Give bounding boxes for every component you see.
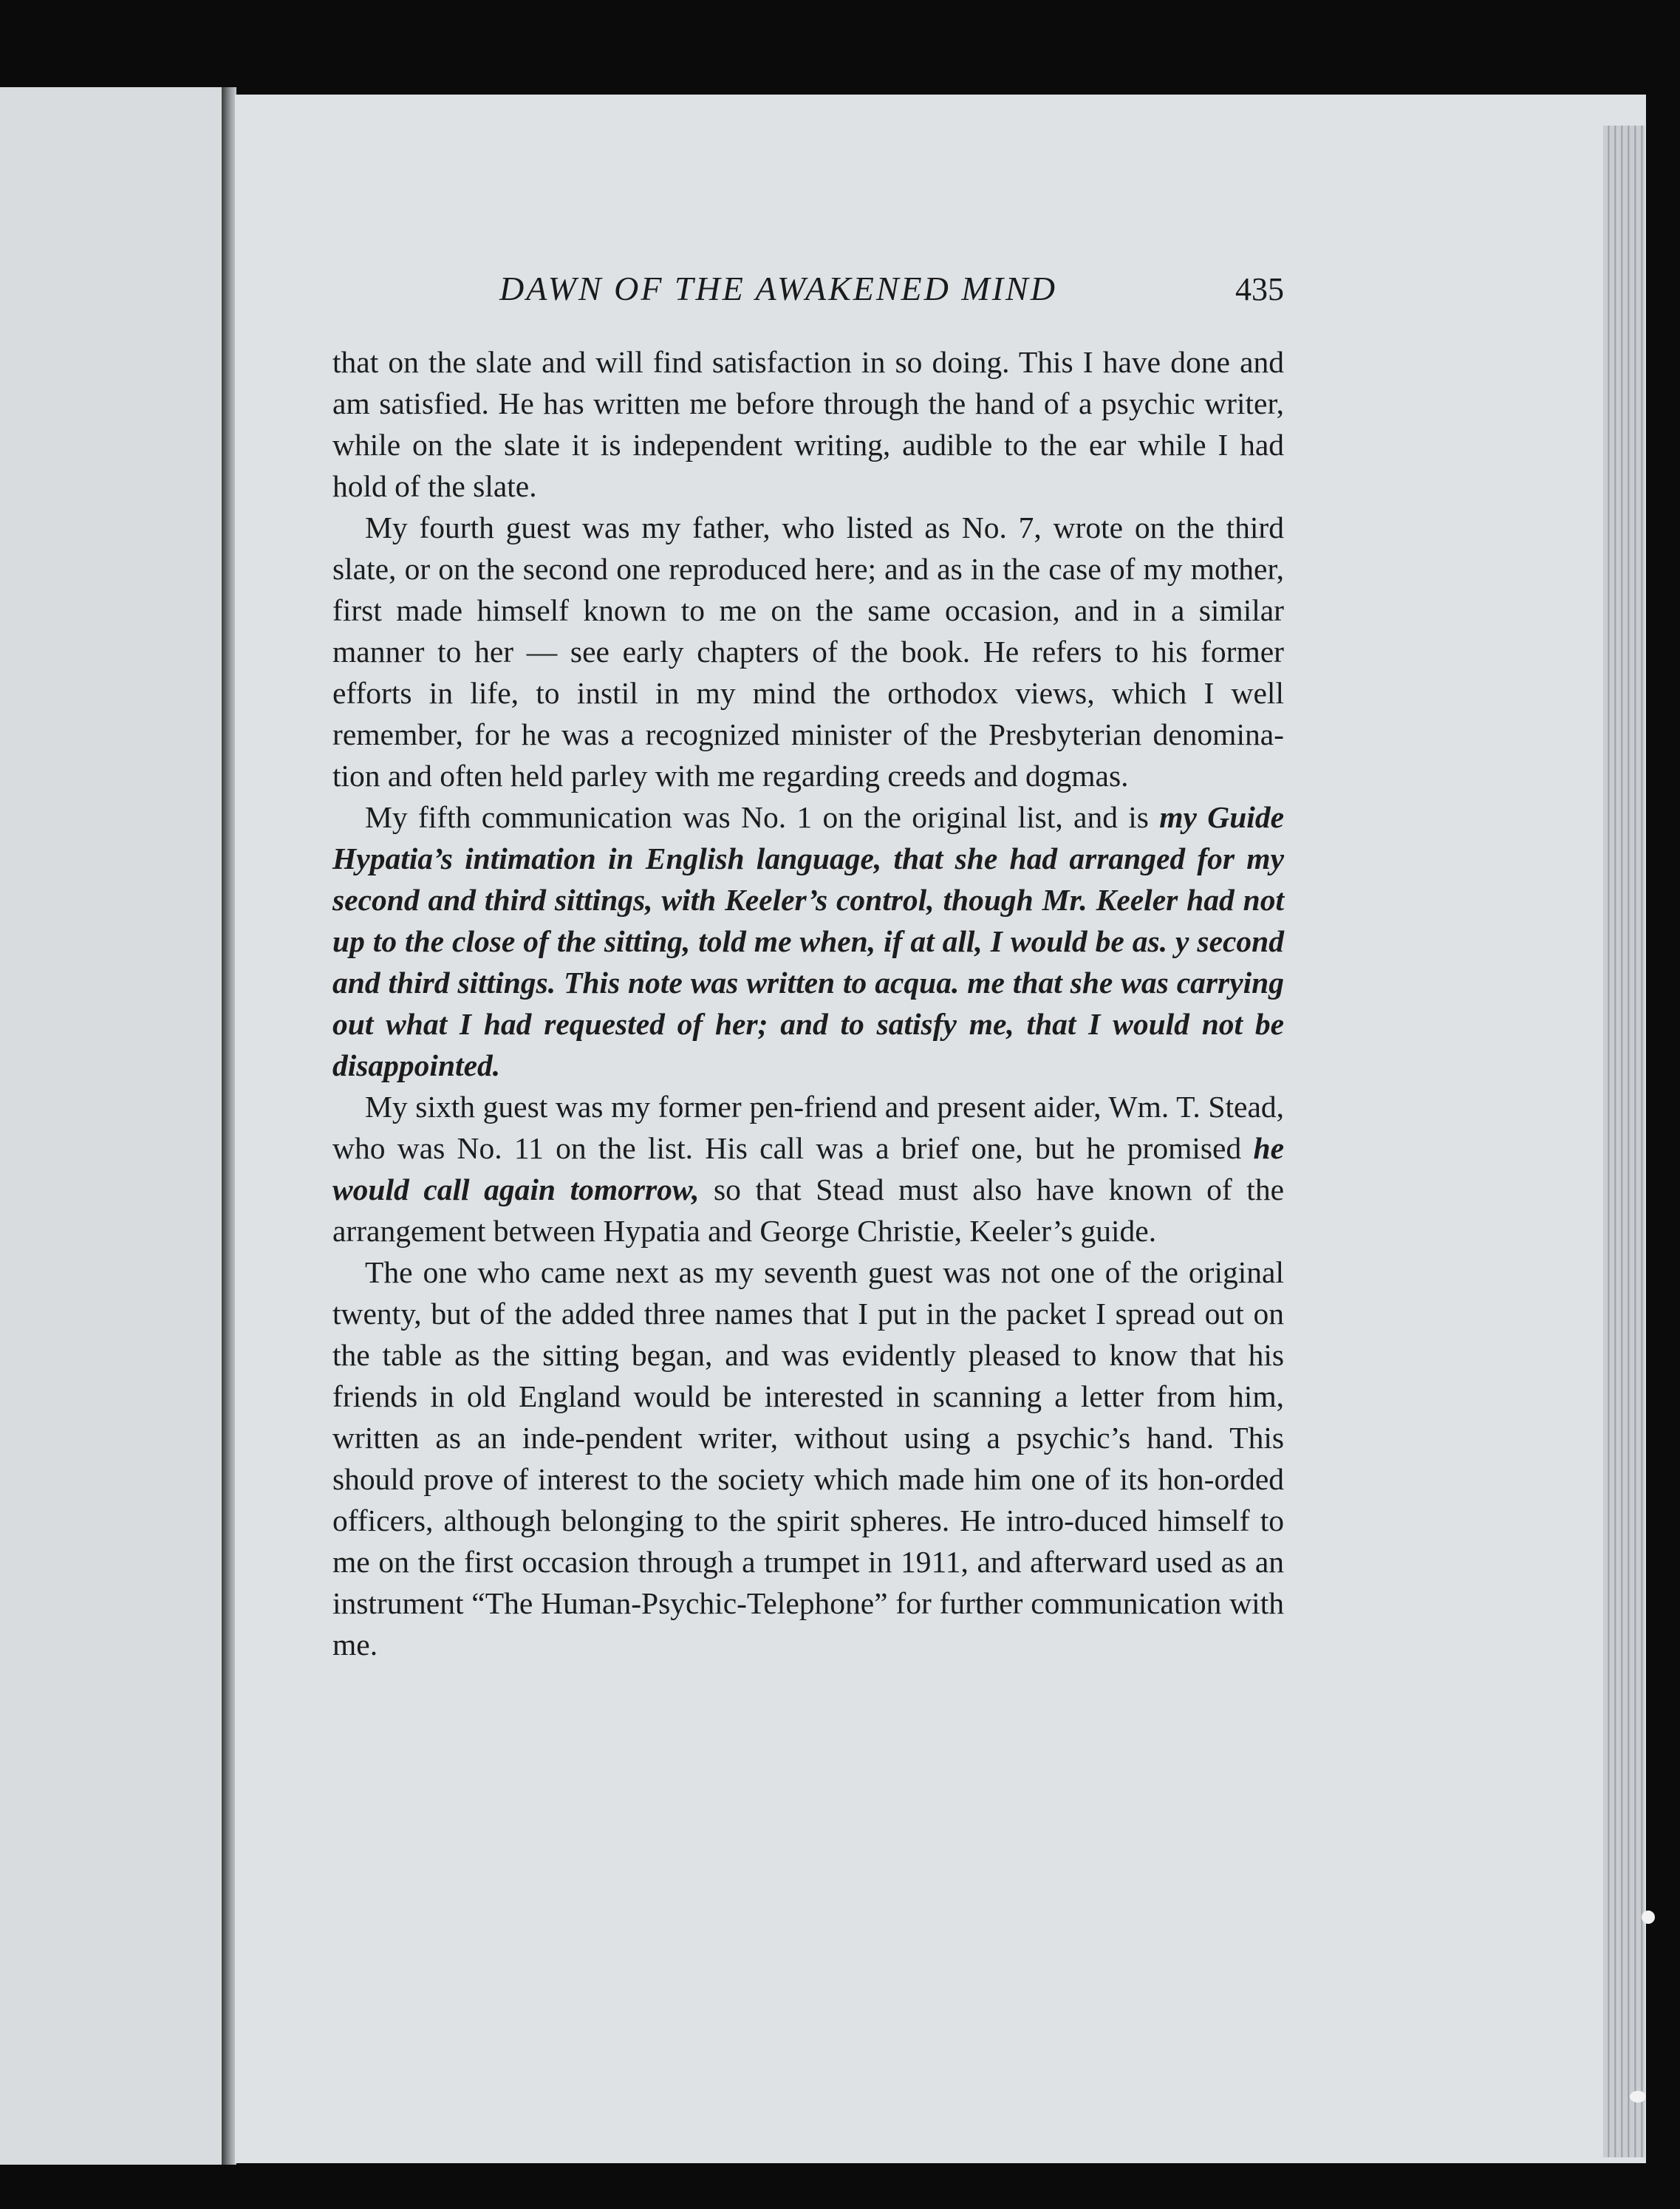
running-head: DAWN OF THE AWAKENED MIND [499,270,1057,307]
text-segment: My fourth guest was my father, who listed as No. 7, wrote on the third slate, or on the second one reproduced here; and as in the case of my mother, first made himself known to me on the same occasion, and in a similar manner to her — see early chapters of the book. He refers to his former efforts in life, to instil in my mind the orthodox views, which I well remember, for he was a recognized minister of the Presbyterian denomina-tion and often held parley with me regarding creeds and dogmas. [332,511,1284,793]
page-number: 435 [1235,271,1284,307]
paragraph [332,507,1284,796]
text-segment: My fifth communication was No. 1 on the original list, and is [365,800,1160,834]
italic-text-segment: my Guide Hypatia’s intimation in English language, that she had arranged for my second and third sittings, with Keeler’s control, though Mr. Keeler had not up to the close of the sitting, told me when, if at all, I would be as. y second and third sittings. This note was written to acqua. me that she was carrying out what I had requested of her; and to satisfy me, that I would not be disappointed. [332,800,1285,1082]
paragraph [332,1252,1284,1665]
body-text [332,341,1284,1665]
italic-text-segment: he would call again tomorrow, [332,1131,1284,1206]
paragraph [332,796,1284,1086]
text-segment: The one who came next as my seventh guest was not one of the original twenty, but of the added three names that I put in the packet I spread out on the table as the sitting began, and was evidently pleased to know that his friends in old England would be interested in scanning a letter from him, written as an inde-pendent writer, without using a psychic’s hand. This should prove of interest to the society which made him one of its hon-orded officers, although belonging to the spirit spheres. He intro-duced himself to me on the first occasion through a trumpet in 1911, and afterward used as an instrument “The Human-Psychic-Telephone” for further communication with me. [332,1255,1284,1662]
scan-artifact-dot [1642,1911,1655,1924]
left-page-margin [0,87,224,2165]
text-segment: that on the slate and will find satisfaction in so doing. This I have done and am satisfied. He has written me before through the hand of a psychic writer, while on the slate it is independent writing, audible to the ear while I had hold of the slate. [332,345,1284,503]
paragraph [332,1086,1284,1252]
scan-artifact-dot [1630,2091,1646,2103]
text-segment: My sixth guest was my former pen-friend and present aider, Wm. T. Stead, who was No. 11 on the list. His call was a brief one, but he promised [332,1090,1284,1165]
text-segment: so that Stead must also have known of the arrangement between Hypatia and George Christie, Keeler’s guide. [332,1172,1284,1248]
page-edges [1603,126,1645,2157]
book-gutter [222,87,236,2165]
paragraph [332,341,1284,507]
